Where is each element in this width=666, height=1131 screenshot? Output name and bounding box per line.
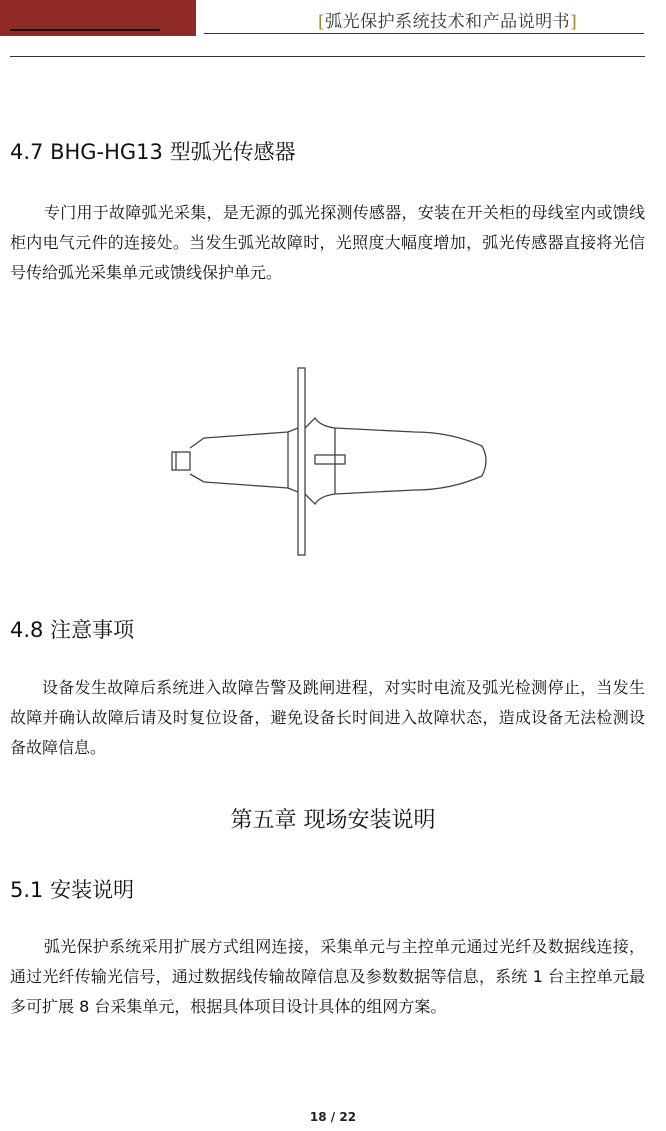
section-4-8-body: 设备发生故障后系统进入故障告警及跳闸进程，对实时电流及弧光检测停止，当发生故障并确认故障后请及时复位设备，避免设备长时间进入故障状态，造成设备无法检测设备故障信息。 bbox=[10, 678, 645, 757]
page-number: 18 / 22 bbox=[309, 1110, 357, 1124]
header-divider bbox=[10, 56, 645, 57]
sensor-inner-pin bbox=[315, 455, 345, 464]
sensor-connector-tip bbox=[172, 452, 190, 470]
header-bracket-open: [ bbox=[318, 12, 326, 32]
section-4-8-heading: 4.8 注意事项 bbox=[10, 618, 135, 642]
header-block-underline bbox=[10, 29, 160, 31]
section-4-7-body: 专门用于故障弧光采集，是无源的弧光探测传感器，安装在开关柜的母线室内或馈线柜内电气元件的连接处。当发生弧光故障时，光照度大幅度增加，弧光传感器直接将光信号传给弧光采集单元或馈线保护单元。 bbox=[10, 203, 645, 282]
header-bracket-close: ] bbox=[570, 12, 578, 32]
sensor-front-body bbox=[305, 418, 486, 504]
header-rule bbox=[204, 33, 644, 34]
chapter-5-title: 第五章 现场安装说明 bbox=[230, 808, 436, 833]
section-5-1-heading: 5.1 安装说明 bbox=[10, 878, 135, 902]
sensor-flange bbox=[298, 368, 305, 555]
sensor-rear-body bbox=[190, 428, 298, 492]
header-title bbox=[318, 7, 577, 32]
header-title-text: 弧光保护系统技术和产品说明书 bbox=[325, 12, 571, 32]
section-5-1-body: 弧光保护系统采用扩展方式组网连接，采集单元与主控单元通过光纤及数据线连接，通过光纤传输光信号，通过数据线传输故障信息及参数数据等信息，系统 1 台主控单元最多可扩展 8 台采集单元，根据具体项目设计具体的组网方案。 bbox=[10, 937, 645, 1016]
section-4-7-heading: 4.7 BHG-HG13 型弧光传感器 bbox=[10, 140, 296, 164]
arc-sensor-drawing bbox=[160, 360, 500, 560]
